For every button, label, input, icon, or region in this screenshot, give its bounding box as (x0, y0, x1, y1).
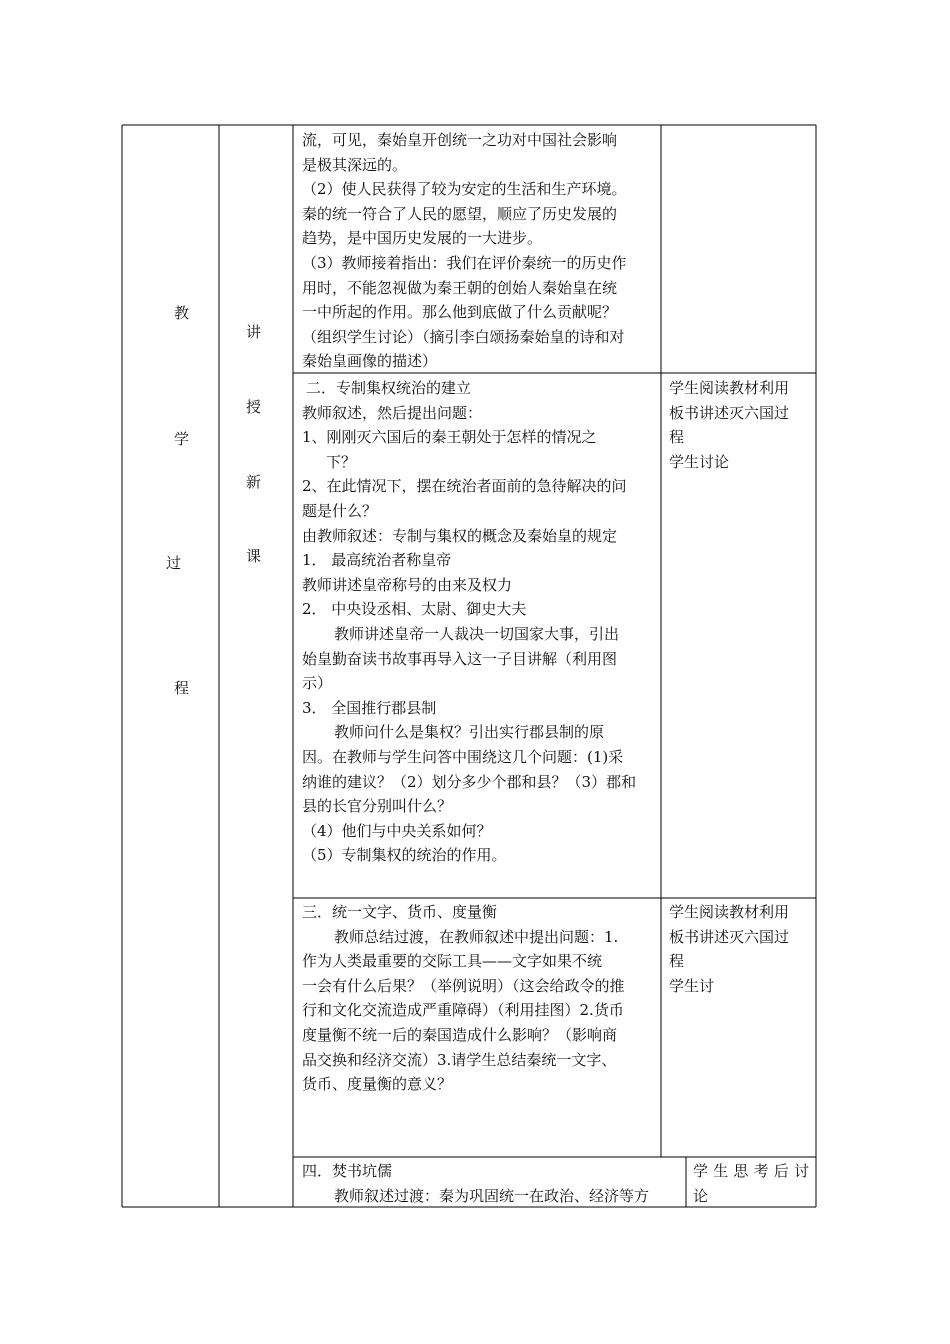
text-line: 是极其深远的。 (302, 155, 408, 174)
section-heading: 三．统一文字、货币、度量衡 (302, 903, 498, 921)
text-line: 板书讲述灭六国过 (669, 927, 790, 946)
text-line: 用时，不能忽视做为秦王朝的创始人秦始皇在统 (302, 278, 618, 297)
text-line: 教师叙述过渡：秦为巩固统一在政治、经济等方 (334, 1186, 650, 1205)
col1-char: 学 (174, 430, 190, 448)
list-item: 1． 最高统治者称皇帝 (302, 551, 452, 570)
text-line: 1、刚刚灭六国后的秦王朝处于怎样的情况之 (302, 428, 597, 447)
col2-char: 新 (246, 473, 262, 491)
text-line: 示） (302, 674, 333, 693)
col1-char: 程 (174, 679, 190, 697)
text-line: 始皇勤奋读书故事再导入这一子目讲解（利用图 (302, 649, 618, 668)
cell-row3-side (669, 900, 811, 998)
list-item: 3． 全国推行郡县制 (302, 698, 437, 717)
text-line: 流，可见，秦始皇开创统一之功对中国社会影响 (302, 131, 618, 149)
text-line: 2、在此情况下，摆在统治者面前的急待解决的问 (302, 477, 627, 496)
text-line: 教师总结过渡，在教师叙述中提出问题：1. (334, 927, 619, 946)
text-line: 县的长官分别叫什么？ (302, 797, 453, 816)
text-line: 论 (693, 1186, 709, 1205)
text-line: （5）专制集权的统治的作用。 (302, 846, 507, 865)
text-line: 板书讲述灭六国过 (669, 403, 790, 422)
text-line: 程 (669, 428, 685, 447)
text-line: 题是什么？ (302, 501, 378, 520)
text-line: 学生讨论 (669, 452, 730, 471)
text-line: （2）使人民获得了较为安定的生活和生产环境。 (302, 180, 627, 199)
text-line: 一中所起的作用。那么他到底做了什么贡献呢？ (302, 303, 618, 322)
text-line: 秦的统一符合了人民的愿望，顺应了历史发展的 (302, 204, 618, 223)
cell-row2-main (302, 376, 656, 868)
text-line: 货币、度量衡的意义？ (302, 1075, 453, 1094)
text-line: 下？ (326, 452, 357, 471)
cell-row3-main (302, 900, 656, 1097)
text-line: 学生讨 (669, 976, 715, 995)
text-line: 因。在教师与学生问答中围绕这几个问题：(1)采 (302, 747, 624, 766)
text-line: 一会有什么后果？（举例说明）（这会给政令的推 (302, 976, 625, 995)
text-line: 作为人类最重要的交际工具——文字如果不统 (302, 952, 603, 971)
text-line: 秦始皇画像的描述） (302, 352, 438, 371)
text-line: 学生阅读教材利用 (669, 379, 790, 397)
text-line: 行和文化交流造成严重障碍）（利用挂图）2.货币 (302, 1001, 624, 1020)
text-line: 趋势，是中国历史发展的一大进步。 (302, 229, 543, 248)
list-item: 2． 中央设丞相、太尉、御史大夫 (302, 600, 527, 619)
text-line: （3）教师接着指出：我们在评价秦统一的历史作 (302, 253, 627, 272)
text-line: 教师叙述，然后提出问题： (302, 403, 483, 422)
col1-char: 过 (166, 554, 182, 572)
cell-row4-main (302, 1159, 682, 1208)
text-line: 学生阅读教材利用 (669, 903, 790, 921)
cell-row1-main (302, 128, 656, 374)
text-line: （4）他们与中央关系如何？ (302, 821, 492, 840)
text-line: 由教师叙述：专制与集权的概念及秦始皇的规定 (302, 526, 618, 545)
col2-char: 课 (246, 547, 262, 565)
text-line: 学生思考后讨 (693, 1162, 809, 1180)
text-line: 纳谁的建议？（2）划分多少个郡和县？（3）郡和 (302, 772, 637, 791)
text-line: （组织学生讨论）（摘引李白颂扬秦始皇的诗和对 (302, 327, 625, 346)
cell-row4-side (693, 1159, 809, 1208)
col2-char: 授 (246, 398, 262, 416)
col1-char: 教 (174, 304, 190, 322)
text-line: 教师问什么是集权？引出实行郡县制的原 (334, 723, 605, 742)
text-line: 品交换和经济交流）3.请学生总结秦统一文字、 (302, 1050, 617, 1069)
section-heading: 二．专制集权统治的建立 (306, 379, 472, 397)
cell-row2-side (669, 376, 811, 474)
text-line: 教师讲述皇帝称号的由来及权力 (302, 575, 513, 594)
text-line: 度量衡不统一后的秦国造成什么影响？（影响商 (302, 1025, 618, 1044)
col2-char: 讲 (246, 323, 262, 341)
text-line: 程 (669, 952, 685, 971)
section-heading: 四．焚书坑儒 (302, 1162, 393, 1180)
text-line: 教师讲述皇帝一人裁决一切国家大事，引出 (334, 624, 620, 643)
